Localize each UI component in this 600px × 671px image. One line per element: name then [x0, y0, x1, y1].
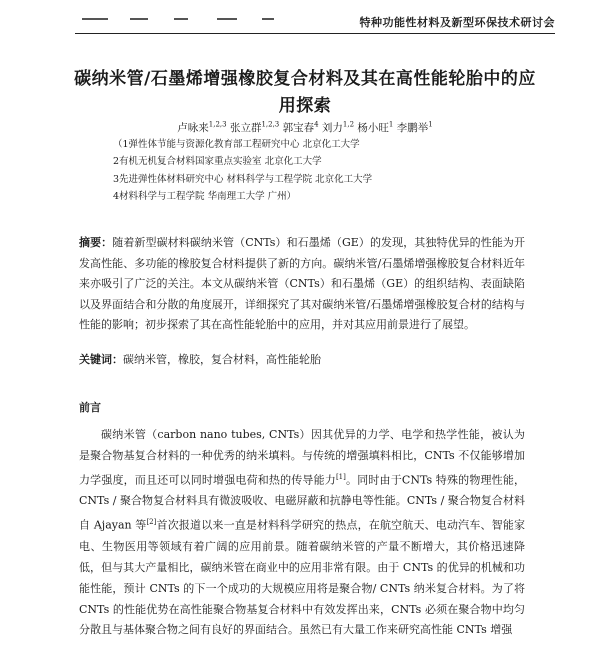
citation-ref: [1] — [335, 472, 346, 481]
author: 郭宝春$^4$ — [282, 120, 319, 134]
header-scan-marks — [82, 14, 302, 22]
citation-ref: [2] — [146, 518, 157, 527]
affiliation: 2有机无机复合材料国家重点实验室 北京化工大学 — [113, 156, 322, 168]
affiliation: 4材料科学与工程学院 华南理工大学 广州） — [113, 190, 297, 202]
abstract — [79, 233, 525, 336]
author: 卢咏来$^{1,2,3}$ — [177, 120, 227, 134]
affiliation: 3先进弹性体材料研究中心 材料科学与工程学院 北京化工大学 — [113, 173, 373, 185]
running-header: 特种功能性材料及新型环保技术研讨会 — [359, 16, 555, 29]
author: 张立群$^{1,2,3}$ — [229, 120, 280, 134]
paper-title: 碳纳米管/石墨烯增强橡胶复合材料及其在高性能轮胎中的应用探索 — [74, 69, 536, 116]
author: 刘力$^{1,2}$ — [321, 120, 355, 134]
section-heading-intro: 前言 — [79, 401, 101, 414]
author-list — [70, 117, 540, 135]
keywords-label: 关键词： — [79, 353, 123, 366]
abstract-label: 摘要： — [79, 236, 113, 249]
header-rule — [75, 33, 555, 34]
author: 李鹏举$^1$ — [396, 120, 433, 134]
author: 杨小旺$^1$ — [357, 120, 394, 134]
intro-paragraph: 碳纳米管（carbon nano tubes, CNTs）因其优异的力学、电学和热学性能，被认为是聚合物基复合材料的一种优秀的纳米填料。与传统的增强填料相比，CNTs 不仅能够增加力学强度，而且还可以同时增强电荷和热的传导能力[1]。同时由于CNTs 特殊的物理性能，CNTs / 聚合物复合材料具有微波吸收、电磁屏蔽和抗静电等性能。CNTs / 聚合物复合材料自 Ajayan 等[2]首次报道以来一直是材料科学研究的热点，在航空航天、电动汽车、智能家电、生物医用等领域有着广阔的应用前景。随着碳纳米管的产量不断增大，其价格迅速降低，但与其大产量相比，碳纳米管在商业中的应用非常有限。由于 CNTs 的优异的机械和功能性能，预计 CNTs 的下一个成功的大规模应用将是聚合物/ CNTs 纳米复合材料。为了将 CNTs 的性能优势在高性能聚合物基复合材料中有效发挥出来，CNTs 必须在聚合物中均匀分散且与基体聚合物之间有良好的界面结合。虽然已有大量工作来研究高性能 CNTs 增强 — [79, 428, 526, 637]
abstract-text: 随着新型碳材料碳纳米管（CNTs）和石墨烯（GE）的发现，其独特优异的性能为开发高性能、多功能的橡胶复合材料提供了新的方向。碳纳米管/石墨烯增强橡胶复合材料近年来亦吸引了广泛的关注。本文从碳纳米管（CNTs）和石墨烯（GE）的组织结构、表面缺陷以及界面结合和分散的角度展开，详细探究了其对碳纳米管/石墨烯增强橡胶复合材的结构与性能的影响；初步探索了其在高性能轮胎中的应用，并对其应用前景进行了展望。 — [79, 236, 526, 332]
keywords — [79, 351, 525, 369]
affiliation-list — [113, 136, 513, 205]
keywords-text: 碳纳米管，橡胶，复合材料，高性能轮胎 — [123, 353, 321, 366]
affiliation: （1弹性体节能与资源化教育部工程研究中心 北京化工大学 — [113, 139, 360, 150]
